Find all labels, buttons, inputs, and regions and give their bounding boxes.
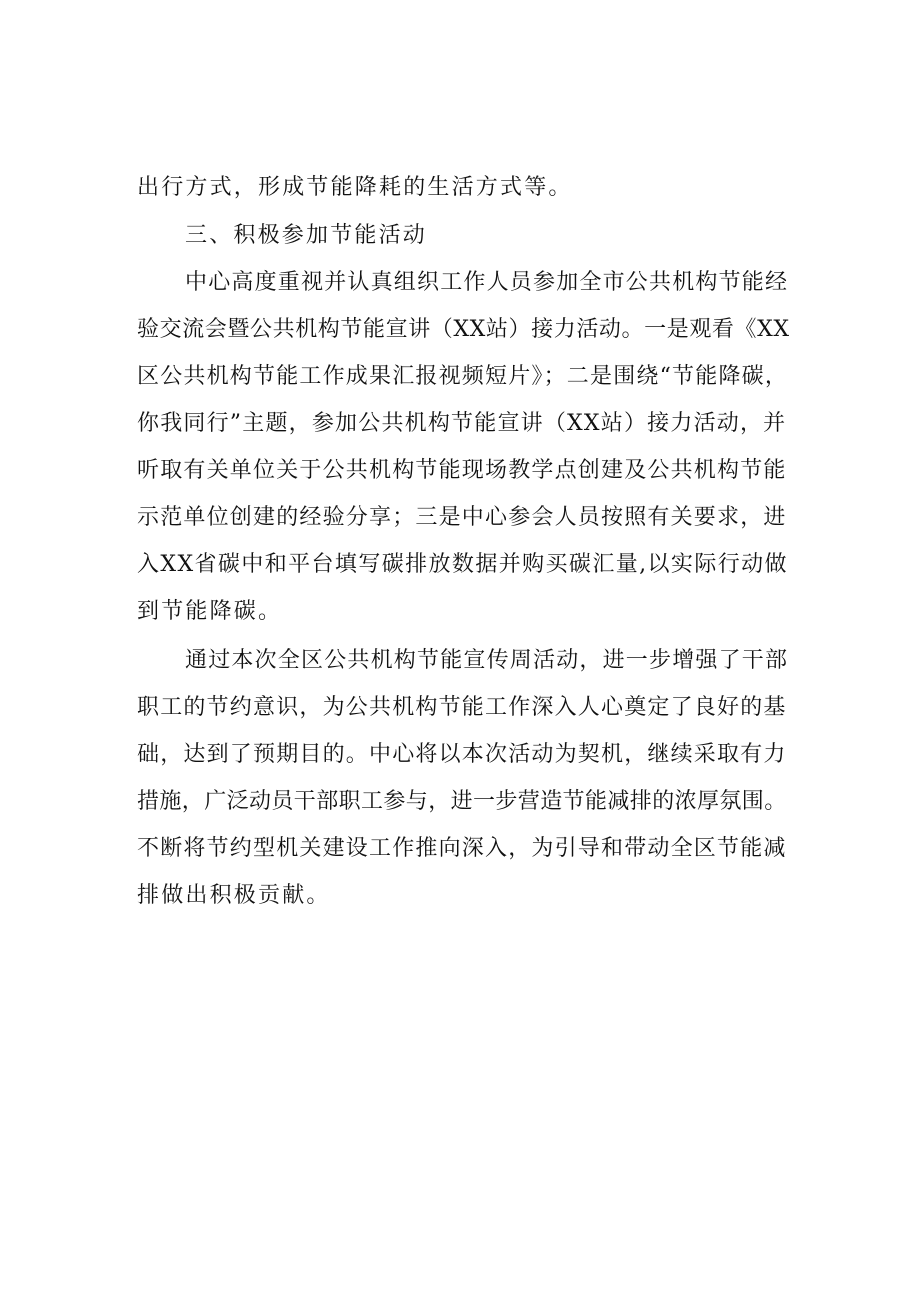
paragraph-line: 区公共机构节能工作成果汇报视频短片》；二是围绕“节能降碳， [137,364,789,389]
paragraph-line: 础，达到了预期目的。中心将以本次活动为契机，继续采取有力 [137,742,787,767]
paragraph-line: 验交流会暨公共机构节能宣讲（XX站）接力活动。一是观看《XX [137,317,790,342]
paragraph-line: 听取有关单位关于公共机构节能现场教学点创建及公共机构节能 [137,458,787,483]
section-heading: 三、积极参加节能活动 [185,223,428,248]
paragraph-line: 中心高度重视并认真组织工作人员参加全市公共机构节能经 [185,270,789,295]
paragraph-line: 职工的节约意识，为公共机构节能工作深入人心奠定了良好的基 [137,695,787,720]
paragraph-line: 示范单位创建的经验分享；三是中心参会人员按照有关要求，进 [137,505,787,530]
paragraph-line: 入XX省碳中和平台填写碳排放数据并购买碳汇量,以实际行动做 [137,552,788,577]
paragraph-line: 你我同行”主题，参加公共机构节能宣讲（XX站）接力活动，并 [137,411,787,436]
paragraph-line: 通过本次全区公共机构节能宣传周活动，进一步增强了干部 [185,648,789,673]
paragraph-line: 出行方式，形成节能降耗的生活方式等。 [137,175,573,200]
paragraph-line: 不断将节约型机关建设工作推向深入，为引导和带动全区节能减 [137,836,787,861]
paragraph-line: 措施，广泛动员干部职工参与，进一步营造节能减排的浓厚氛围。 [137,789,787,814]
paragraph-line: 排做出积极贡献。 [137,883,331,908]
paragraph-line: 到节能降碳。 [137,599,283,624]
